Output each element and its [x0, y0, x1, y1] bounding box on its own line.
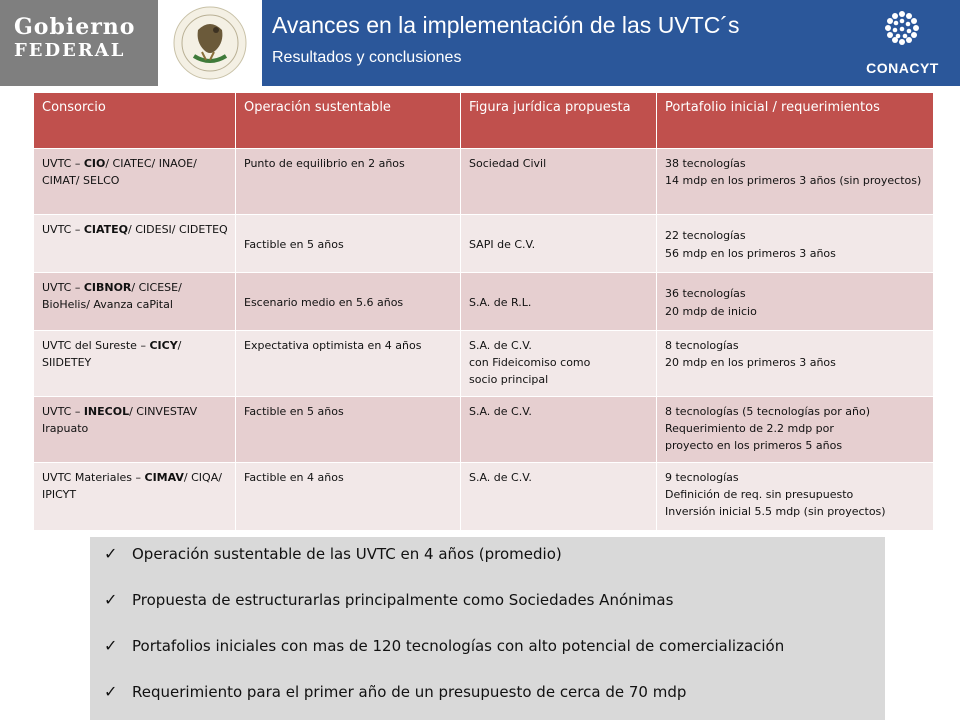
cell-consorcio: UVTC – CIATEQ/ CIDESI/ CIDETEQ: [34, 215, 236, 273]
table-row: [34, 331, 934, 397]
conacyt-banner: [845, 0, 960, 86]
cell-operacion: Factible en 5 años: [236, 397, 461, 463]
list-item: ✓ Operación sustentable de las UVTC en 4 años (promedio): [104, 544, 562, 563]
cell-figura: SAPI de C.V.: [461, 215, 657, 273]
gobierno-federal-banner: [0, 0, 158, 86]
cell-portafolio: 22 tecnologías 56 mdp en los primeros 3 años: [657, 215, 934, 273]
table-header-row: [34, 93, 934, 149]
list-item: ✓ Requerimiento para el primer año de un presupuesto de cerca de 70 mdp: [104, 682, 687, 701]
cell-consorcio: UVTC – CIO/ CIATEC/ INAOE/ CIMAT/ SELCO: [34, 149, 236, 215]
page-subtitle: Resultados y conclusiones: [272, 49, 462, 66]
cell-figura: S.A. de C.V.: [461, 463, 657, 531]
cell-figura: Sociedad Civil: [461, 149, 657, 215]
cell-operacion: Escenario medio en 5.6 años: [236, 273, 461, 331]
table-row: [34, 215, 934, 273]
table-row: [34, 463, 934, 531]
table-row: [34, 397, 934, 463]
mexican-coat-of-arms-icon: [158, 0, 262, 86]
gobierno-text: Gobierno: [14, 14, 136, 40]
conclusions-list: [90, 544, 885, 728]
cell-operacion: Expectativa optimista en 4 años: [236, 331, 461, 397]
page-title: Avances en la implementación de las UVTC´s: [272, 12, 740, 38]
cell-portafolio: 8 tecnologías 20 mdp en los primeros 3 años: [657, 331, 934, 397]
cell-operacion: Factible en 5 años: [236, 215, 461, 273]
cell-consorcio: UVTC del Sureste – CICY/ SIIDETEY: [34, 331, 236, 397]
uvtc-results-table: [33, 92, 934, 531]
checkmark-icon: ✓: [104, 590, 118, 609]
cell-figura: S.A. de R.L.: [461, 273, 657, 331]
cell-portafolio: 8 tecnologías (5 tecnologías por año) Requerimiento de 2.2 mdp por proyecto en los primeros 5 años: [657, 397, 934, 463]
list-item: ✓ Portafolios iniciales con mas de 120 tecnologías con alto potencial de comercialización: [104, 636, 785, 655]
header-operacion: Operación sustentable: [236, 93, 461, 149]
cell-operacion: Factible en 4 años: [236, 463, 461, 531]
checkmark-icon: ✓: [104, 682, 118, 701]
table-row: [34, 149, 934, 215]
checkmark-icon: ✓: [104, 636, 118, 655]
cell-portafolio: 9 tecnologías Definición de req. sin presupuesto Inversión inicial 5.5 mdp (sin proyectos): [657, 463, 934, 531]
conacyt-name: CONACYT: [866, 60, 939, 76]
header-portafolio: Portafolio inicial / requerimientos: [657, 93, 934, 149]
checkmark-icon: ✓: [104, 544, 118, 563]
gobierno-federal-logo: [14, 16, 135, 60]
cell-consorcio: UVTC Materiales – CIMAV/ CIQA/ IPICYT: [34, 463, 236, 531]
cell-portafolio: 36 tecnologías 20 mdp de inicio: [657, 273, 934, 331]
cell-figura: S.A. de C.V.: [461, 397, 657, 463]
header-figura: Figura jurídica propuesta: [461, 93, 657, 149]
cell-figura: S.A. de C.V. con Fideicomiso como socio principal: [461, 331, 657, 397]
cell-operacion: Punto de equilibrio en 2 años: [236, 149, 461, 215]
federal-text: FEDERAL: [14, 40, 126, 61]
cell-portafolio: 38 tecnologías 14 mdp en los primeros 3 años (sin proyectos): [657, 149, 934, 215]
list-item: ✓ Propuesta de estructurarlas principalmente como Sociedades Anónimas: [104, 590, 674, 609]
cell-consorcio: UVTC – CIBNOR/ CICESE/ BioHelis/ Avanza caPital: [34, 273, 236, 331]
conclusions-box: [90, 537, 885, 720]
cell-consorcio: UVTC – INECOL/ CINVESTAV Irapuato: [34, 397, 236, 463]
header-consorcio: Consorcio: [34, 93, 236, 149]
table-row: [34, 273, 934, 331]
conacyt-logo-icon: [845, 0, 960, 60]
